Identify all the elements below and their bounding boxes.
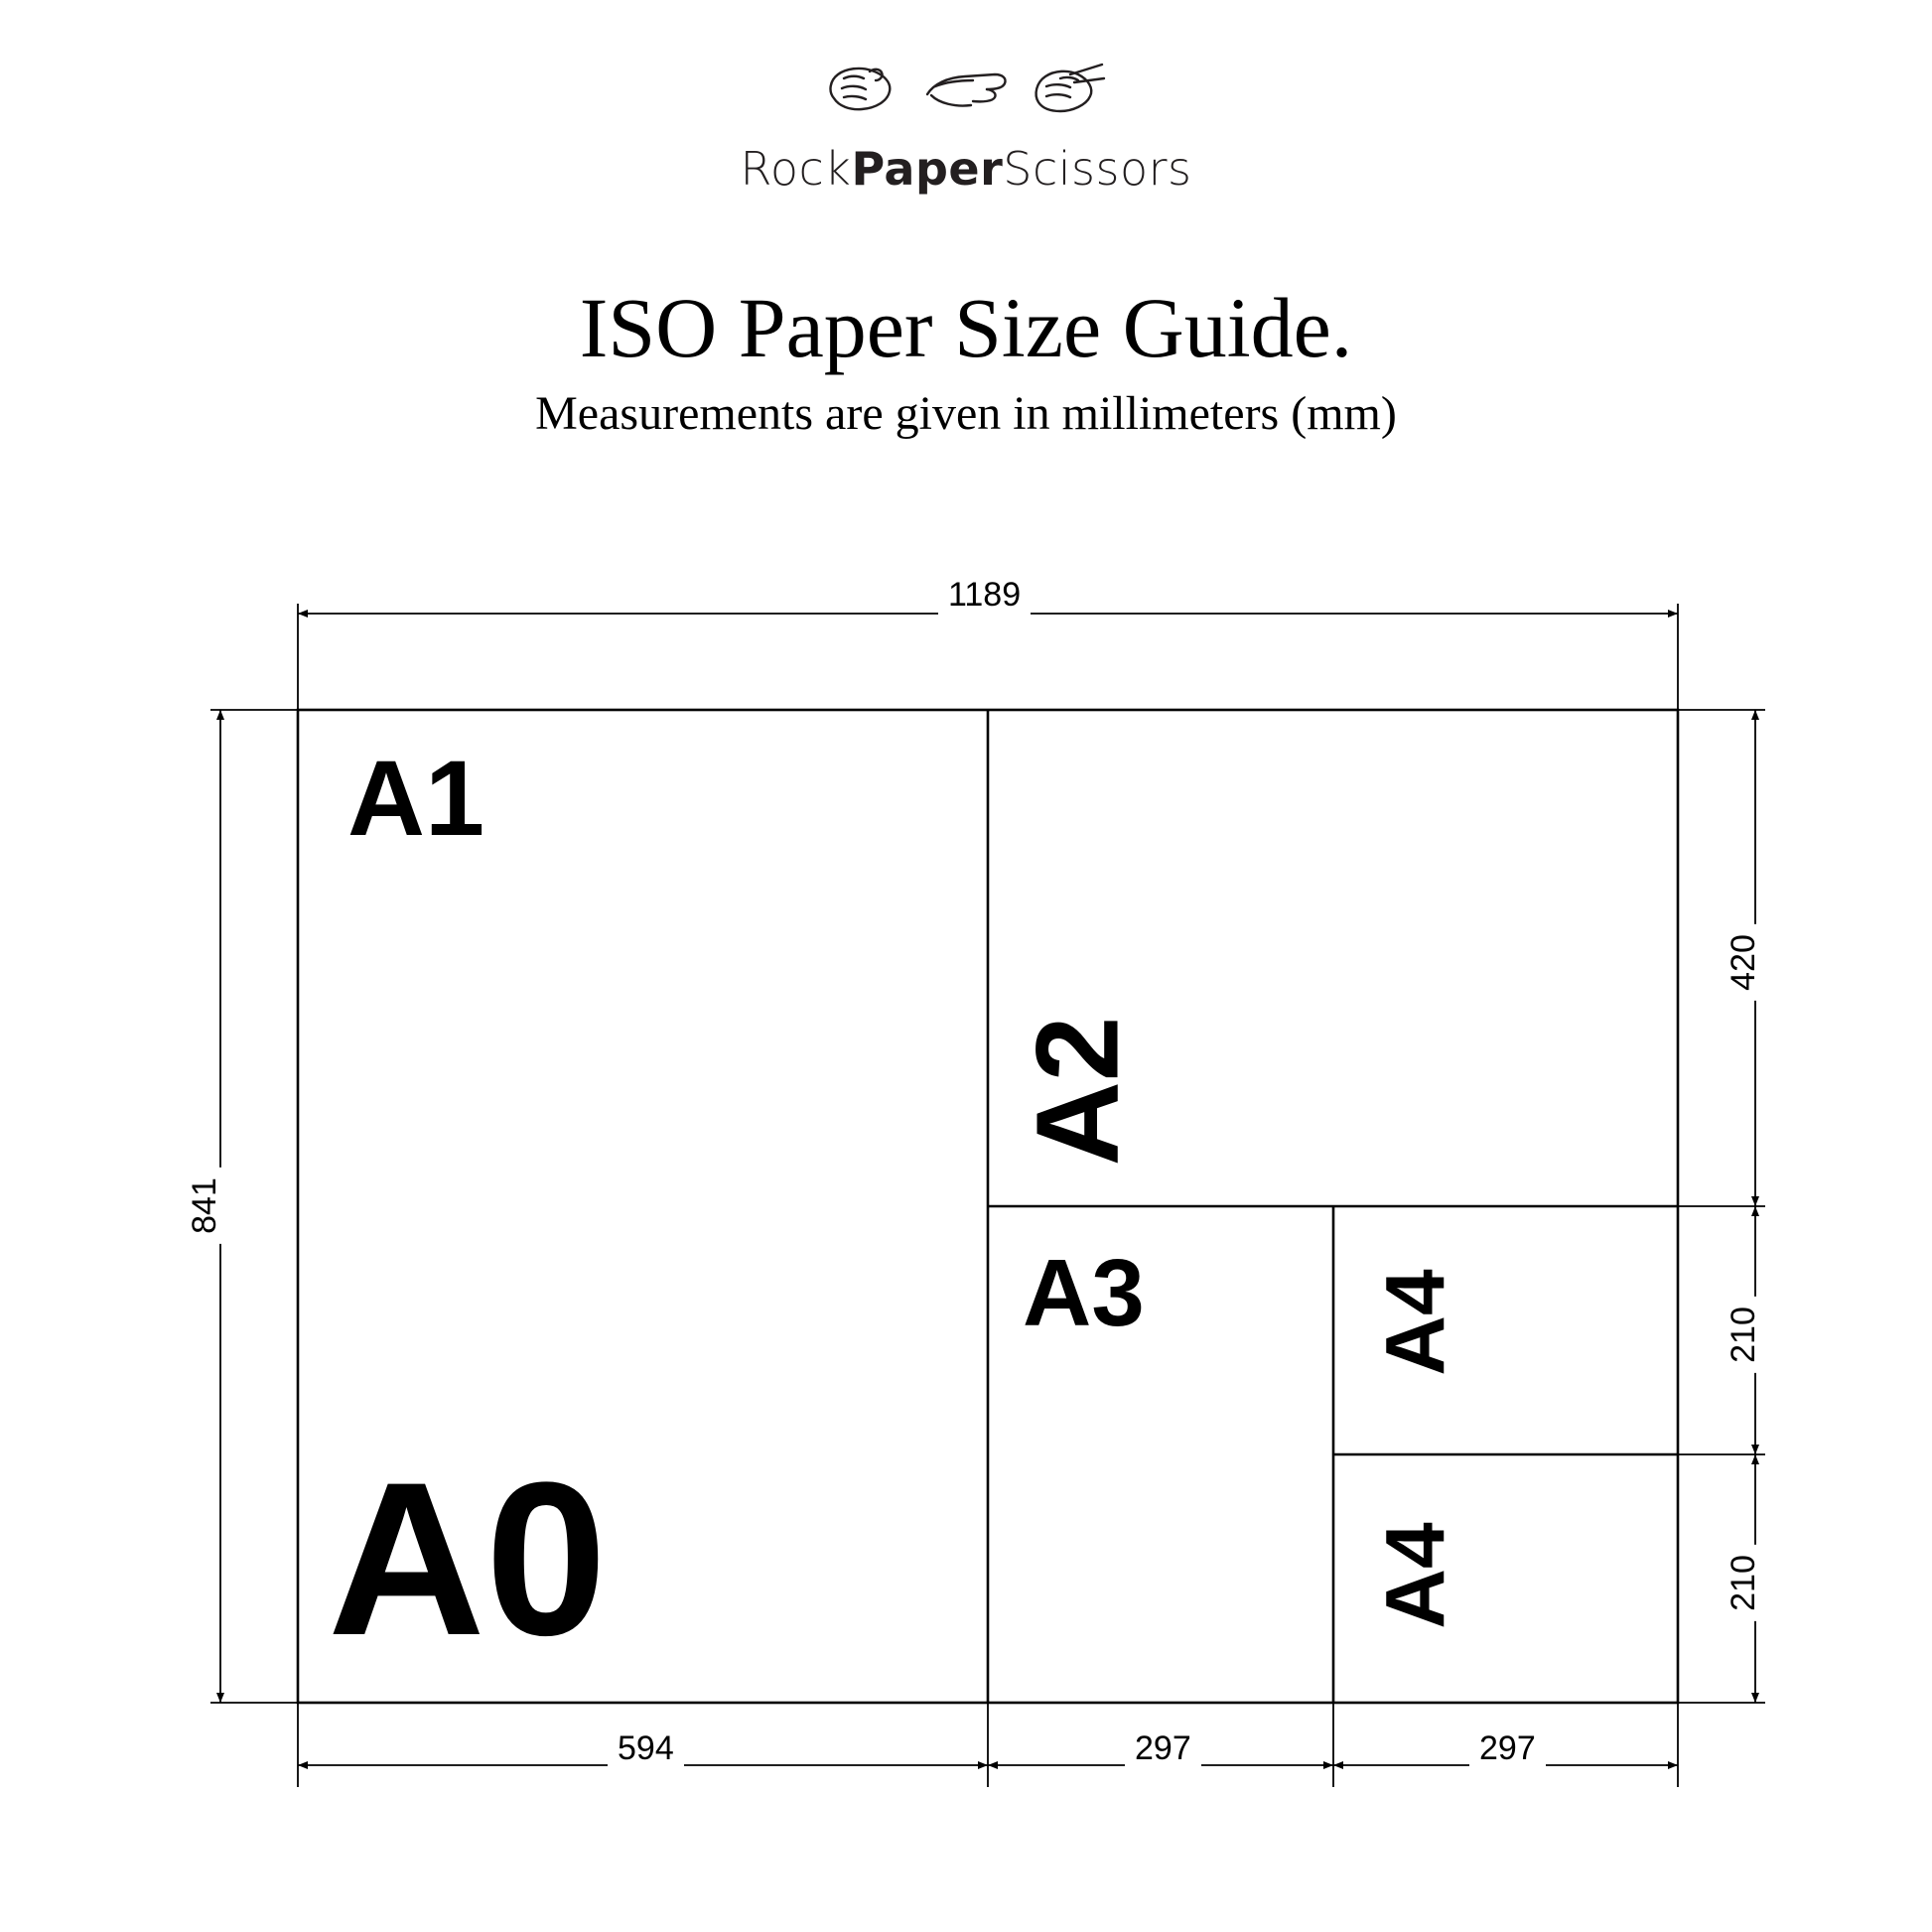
brand-word-paper: Paper: [851, 142, 1004, 196]
sheet-label-a2: A2: [1012, 1016, 1144, 1167]
sheet-label-a1: A1: [347, 738, 485, 858]
sheet-label-a3: A3: [1023, 1240, 1145, 1346]
sheet-label-a4-upper: A4: [1368, 1269, 1462, 1376]
page-title: ISO Paper Size Guide.: [579, 280, 1353, 375]
dim-label-a3-width: 297: [1125, 1729, 1201, 1768]
sheet-label-a0: A0: [328, 1437, 608, 1681]
page-subtitle: Measurements are given in millimeters (mm): [535, 387, 1397, 441]
dim-label-a2-height: 420: [1725, 924, 1763, 1001]
dim-label-a4-height-lower: 210: [1725, 1545, 1763, 1621]
dim-label-total-width: 1189: [938, 576, 1031, 615]
brand-word-scissors: Scissors: [1003, 142, 1192, 196]
dim-label-a4-height-upper: 210: [1725, 1297, 1763, 1373]
dim-label-a1-width: 594: [608, 1729, 684, 1768]
dim-label-total-height: 841: [186, 1168, 224, 1244]
brand-word-rock: Rock: [740, 142, 852, 196]
dim-label-a4-width: 297: [1469, 1729, 1546, 1768]
sheet-label-a4-lower: A4: [1368, 1522, 1462, 1629]
